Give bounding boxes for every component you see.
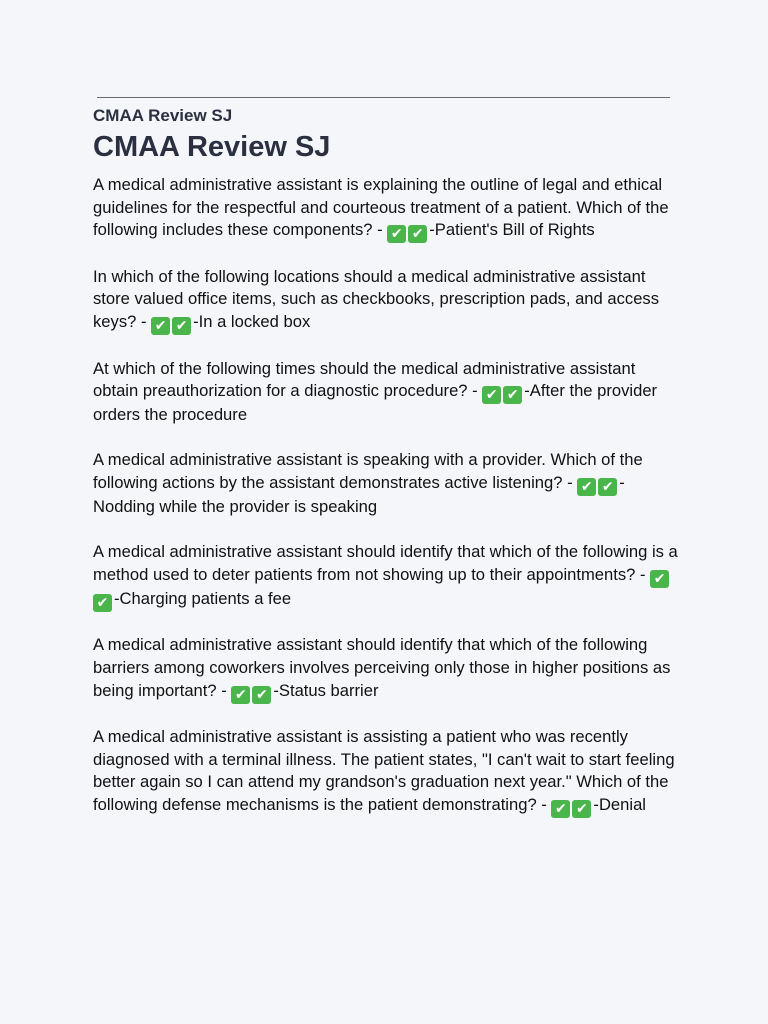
- qa-item: [93, 634, 678, 703]
- answer-text: -Nodding while the provider is speaking: [93, 472, 625, 516]
- qa-item: [93, 449, 678, 518]
- answer-text: -In a locked box: [193, 311, 311, 331]
- question-text: A medical administrative assistant is speaking with a provider. Which of the following actions by the assistant demonstrates active listening? -: [93, 450, 643, 492]
- check-mark-icon: ✔: [482, 386, 501, 404]
- question-text: A medical administrative assistant is explaining the outline of legal and ethical guidelines for the respectful and courteous treatment of a patient. Which of the following includes these components? -: [93, 175, 669, 240]
- check-mark-icon: ✔: [551, 800, 570, 818]
- check-mark-icon: ✔: [503, 386, 522, 404]
- check-mark-icon: ✔: [93, 594, 112, 612]
- header-divider: [97, 97, 670, 98]
- answer-text: -Patient's Bill of Rights: [429, 220, 595, 240]
- check-mark-icon: ✔: [252, 686, 271, 704]
- running-header: CMAA Review SJ: [93, 106, 233, 125]
- check-mark-icon: ✔: [387, 225, 406, 243]
- qa-item: [93, 541, 678, 612]
- check-mark-icon: ✔: [231, 686, 250, 704]
- document-title: CMAA Review SJ: [93, 131, 331, 163]
- qa-item: [93, 174, 678, 243]
- question-text: A medical administrative assistant is assisting a patient who was recently diagnosed with a terminal illness. The patient states, "I can't wait to start feeling better again so I can attend my grandson's graduation next year." Which of the following defense mechanisms is the patient demonstrating? -: [93, 727, 675, 814]
- qa-item: [93, 266, 678, 335]
- answer-text: -Denial: [593, 794, 646, 814]
- question-text: A medical administrative assistant should identify that which of the following is a method used to deter patients from not showing up to their appointments? -: [93, 542, 678, 584]
- check-mark-icon: ✔: [650, 570, 669, 588]
- check-mark-icon: ✔: [172, 317, 191, 335]
- question-text: In which of the following locations should a medical administrative assistant store valued office items, such as checkbooks, prescription pads, and access keys? -: [93, 266, 660, 331]
- check-mark-icon: ✔: [408, 225, 427, 243]
- qa-item: [93, 726, 678, 818]
- answer-text: -After the provider orders the procedure: [93, 381, 658, 425]
- check-mark-icon: ✔: [598, 478, 617, 496]
- question-text: At which of the following times should the medical administrative assistant obtain preauthorization for a diagnostic procedure? -: [93, 358, 636, 401]
- answer-text: -Charging patients a fee: [114, 588, 292, 608]
- question-answer-list: [93, 174, 678, 840]
- check-mark-icon: ✔: [572, 800, 591, 818]
- question-text: A medical administrative assistant should identify that which of the following barriers among coworkers involves perceiving only those in higher positions as being important? -: [93, 635, 671, 700]
- qa-item: [93, 358, 678, 427]
- check-mark-icon: ✔: [577, 478, 596, 496]
- check-mark-icon: ✔: [151, 317, 170, 335]
- answer-text: -Status barrier: [273, 680, 379, 700]
